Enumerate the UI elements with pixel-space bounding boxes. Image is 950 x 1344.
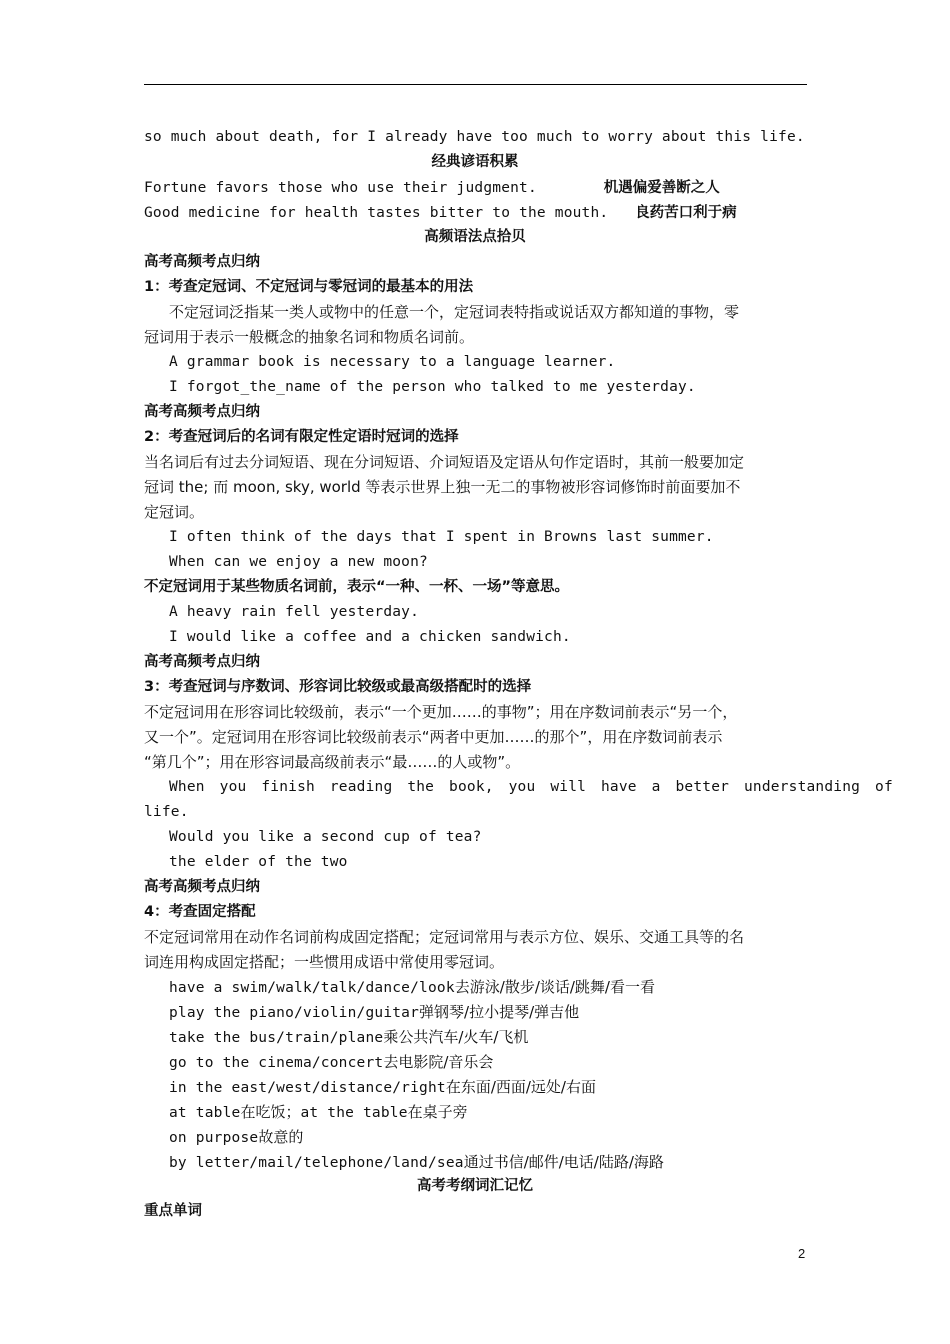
paragraph-line: 词连用构成固定搭配；一些惯用成语中常使用零冠词。 [144, 953, 505, 971]
phrase-english: in the east/west/distance/right [169, 1080, 446, 1096]
phrase-chinese: 通过书信/邮件/电话/陆路/海路 [463, 1153, 664, 1171]
subheading: 不定冠词用于某些物质名词前，表示“一种、一杯、一场”等意思。 [144, 579, 570, 595]
phrase-english: take the bus/train/plane [169, 1030, 384, 1046]
example-line: I forgot_the_name of the person who talked to me yesterday. [169, 379, 696, 395]
phrase-line [169, 1052, 493, 1073]
header-rule [144, 84, 807, 85]
phrase-chinese: 弹钢琴/拉小提琴/弹吉他 [419, 1003, 580, 1021]
paragraph-line: “第几个”；用在形容词最高级前表示“最……的人或物”。 [144, 753, 521, 771]
phrase-line [169, 1077, 596, 1098]
example-line: When can we enjoy a new moon? [169, 554, 428, 570]
subheading: 3：考查冠词与序数词、形容词比较级或最高级搭配时的选择 [144, 679, 532, 695]
paragraph-line: 冠词用于表示一般概念的抽象名词和物质名词前。 [144, 328, 475, 346]
section-title: 高考考纲词汇记忆 [417, 1178, 533, 1194]
phrase-english: at the table [300, 1105, 408, 1121]
subheading: 高考高频考点归纳 [144, 654, 260, 670]
paragraph-line: 不定冠词泛指某一类人或物中的任意一个，定冠词表特指或说话双方都知道的事物，零 [169, 303, 740, 321]
paragraph-line: 不定冠词用在形容词比较级前，表示“一个更加……的事物”；用在序数词前表示“另一个， [144, 703, 738, 721]
paragraph-line: 不定冠词常用在动作名词前构成固定搭配；定冠词常用与表示方位、娱乐、交通工具等的名 [144, 928, 745, 946]
phrase-english: go to the cinema/concert [169, 1055, 384, 1071]
subheading: 4：考查固定搭配 [144, 904, 256, 920]
proverb-line [144, 202, 737, 223]
phrase-chinese: 乘公共汽车/火车/飞机 [383, 1028, 529, 1046]
example-line: I often think of the days that I spent in Browns last summer. [169, 529, 714, 545]
subheading: 1：考查定冠词、不定冠词与零冠词的最基本的用法 [144, 279, 474, 295]
phrase-chinese: 在桌子旁 [407, 1103, 468, 1121]
phrase-chinese: 去游泳/散步/谈话/跳舞/看一看 [454, 978, 655, 996]
section-title: 高频语法点拾贝 [424, 229, 526, 245]
paragraph-line: 冠词 the; 而 moon, sky, world 等表示世界上独一无二的事物被形容词修饰时前面要加不 [144, 478, 741, 496]
example-line: A grammar book is necessary to a language learner. [169, 354, 616, 370]
proverb-line [144, 177, 720, 198]
example-line: life. [144, 804, 189, 820]
subheading: 重点单词 [144, 1203, 202, 1219]
subheading: 高考高频考点归纳 [144, 254, 260, 270]
example-line: When you finish reading the book, you will have a better understanding of [169, 779, 893, 795]
phrase-english: by letter/mail/telephone/land/sea [169, 1155, 464, 1171]
proverb-english: Good medicine for health tastes bitter to the mouth. [144, 205, 609, 221]
subheading: 2：考查冠词后的名词有限定性定语时冠词的选择 [144, 429, 459, 445]
subheading: 高考高频考点归纳 [144, 879, 260, 895]
phrase-chinese: 在吃饭； [240, 1103, 301, 1121]
phrase-english: on purpose [169, 1130, 259, 1146]
phrase-chinese: 去电影院/音乐会 [383, 1053, 494, 1071]
phrase-line [169, 1002, 579, 1023]
phrase-chinese: 故意的 [258, 1128, 304, 1146]
proverb-chinese: 良药苦口利于病 [635, 205, 737, 221]
paragraph-line: 定冠词。 [144, 503, 205, 521]
phrase-english: at table [169, 1105, 241, 1121]
paragraph-line: 又一个”。定冠词用在形容词比较级前表示“两者中更加……的那个”，用在序数词前表示 [144, 728, 723, 746]
phrase-line [169, 1152, 664, 1173]
section-title: 经典谚语积累 [431, 154, 519, 170]
text-line: so much about death, for I already have too much to worry about this life. [144, 129, 805, 145]
subheading: 高考高频考点归纳 [144, 404, 260, 420]
example-line: Would you like a second cup of tea? [169, 829, 482, 845]
proverb-chinese: 机遇偏爱善断之人 [603, 180, 720, 196]
phrase-line [169, 1102, 468, 1123]
phrase-line [169, 977, 655, 998]
phrase-english: play the piano/violin/guitar [169, 1005, 420, 1021]
example-line: I would like a coffee and a chicken sandwich. [169, 629, 571, 645]
phrase-english: have a swim/walk/talk/dance/look [169, 980, 455, 996]
proverb-english: Fortune favors those who use their judgment. [144, 180, 537, 196]
example-line: A heavy rain fell yesterday. [169, 604, 420, 620]
phrase-line [169, 1127, 303, 1148]
phrase-line [169, 1027, 528, 1048]
phrase-chinese: 在东面/西面/远处/右面 [445, 1078, 596, 1096]
paragraph-line: 当名词后有过去分词短语、现在分词短语、介词短语及定语从句作定语时，其前一般要加定 [144, 453, 745, 471]
example-line: the elder of the two [169, 854, 348, 870]
page-number: 2 [798, 1246, 806, 1261]
